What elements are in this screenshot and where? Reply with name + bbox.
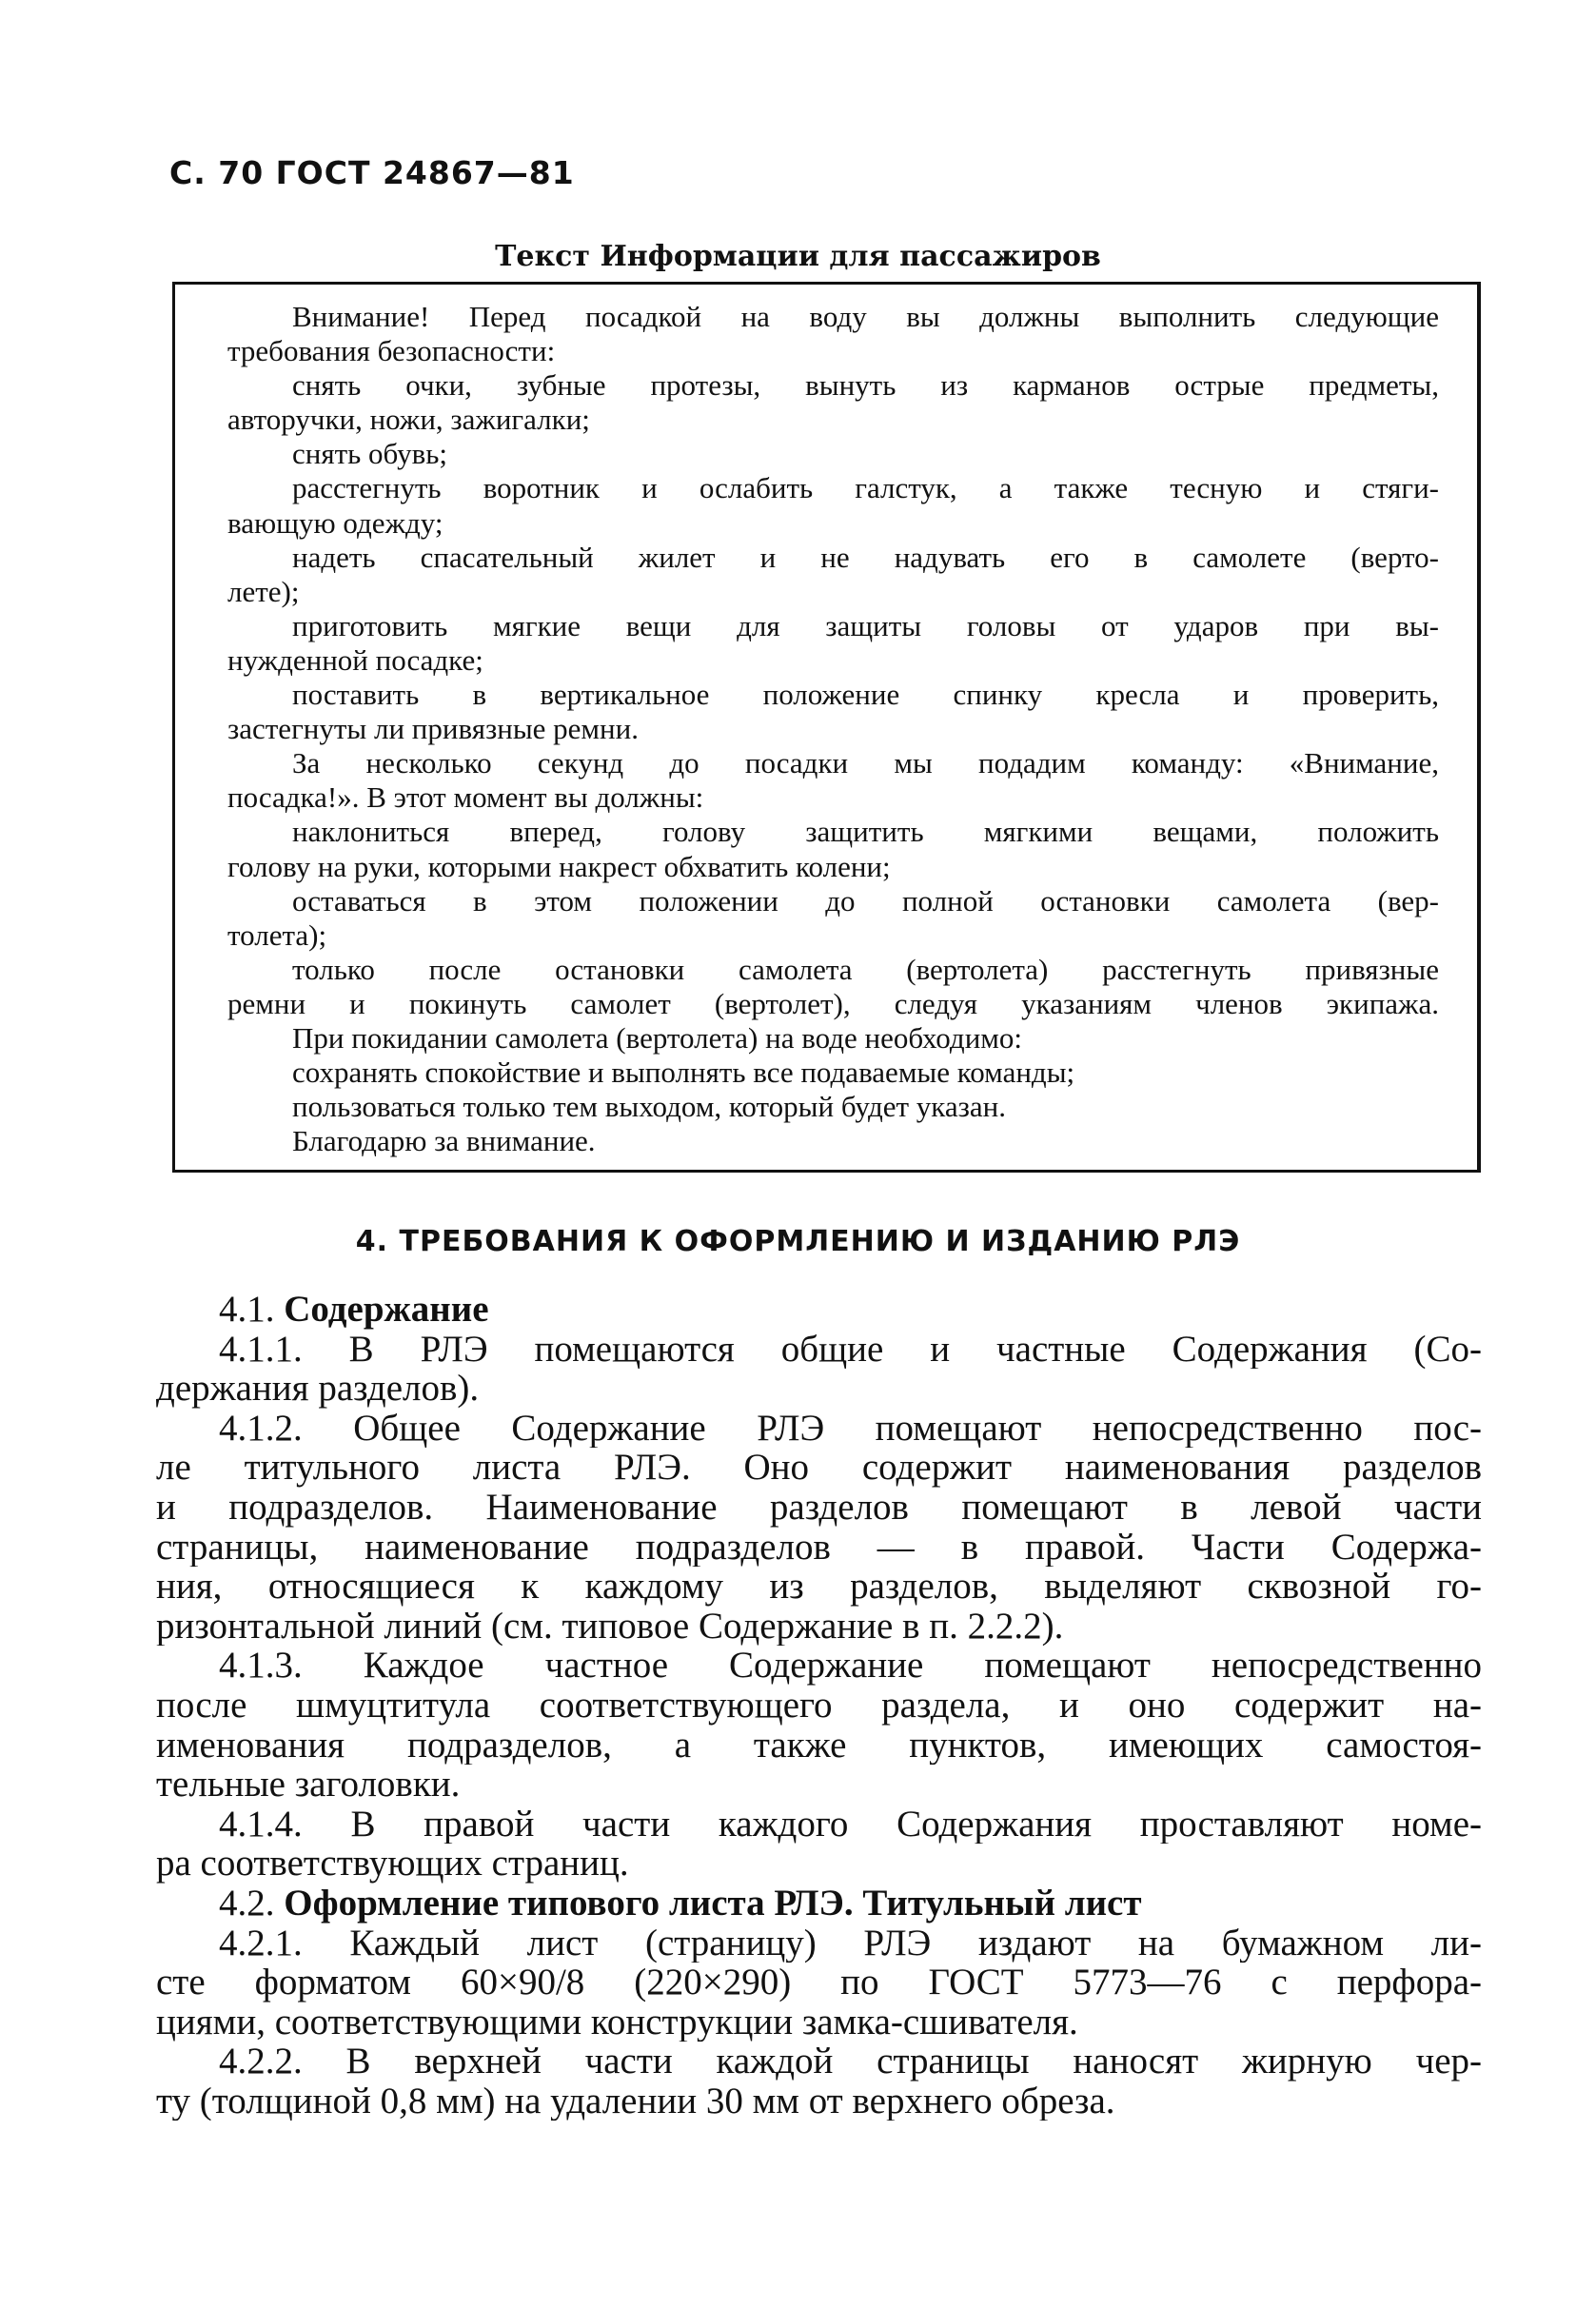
paragraph-line: 4.1.3. Каждое частное Содержание помещают непосредственно — [219, 1646, 1482, 1686]
paragraph-line: ния, относящиеся к каждому из разделов, выделяют сквозной го- — [156, 1567, 1482, 1607]
paragraph-line: ту (толщиной 0,8 мм) на удалении 30 мм от верхнего обреза. — [156, 2081, 1115, 2122]
info-line: расстегнуть воротник и ослабить галстук, а также тесную и стяги- — [292, 471, 1439, 505]
info-line: оставаться в этом положении до полной остановки самолета (вер- — [292, 883, 1439, 918]
info-line: авторучки, ножи, зажигалки; — [227, 403, 590, 437]
paragraph-line: ра соответствующих страниц. — [156, 1844, 629, 1884]
info-line: Внимание! Перед посадкой на воду вы должны выполнить следующие — [292, 300, 1439, 333]
paragraph-line: и подразделов. Наименование разделов помещают в левой части — [156, 1487, 1482, 1528]
paragraph-line: 4.2.2. В верхней части каждой страницы наносят жирную чер- — [219, 2042, 1482, 2082]
info-box-title: Текст Информации для пассажиров — [495, 240, 1101, 273]
info-line: толета); — [227, 918, 327, 952]
paragraph-line: 4.1.2. Общее Содержание РЛЭ помещают непосредственно пос- — [219, 1408, 1482, 1449]
info-line: ремни и покинуть самолет (вертолет), следуя указаниям членов экипажа. — [227, 986, 1439, 1020]
info-line: наклониться вперед, голову защитить мягкими вещами, положить — [292, 815, 1439, 849]
info-line: приготовить мягкие вещи для защиты головы от ударов при вы- — [292, 608, 1439, 642]
section-4-title: 4. ТРЕБОВАНИЯ К ОФОРМЛЕНИЮ И ИЗДАНИЮ РЛЭ — [355, 1225, 1241, 1258]
info-line: При покидании самолета (вертолета) на воде необходимо: — [292, 1020, 1023, 1055]
page-header: С. 70 ГОСТ 24867—81 — [169, 154, 575, 191]
paragraph-line: 4.1.1. В РЛЭ помещаются общие и частные Содержания (Со- — [219, 1329, 1482, 1370]
paragraph-line: 4.1.4. В правой части каждого Содержания проставляют номе- — [219, 1804, 1482, 1845]
paragraph-line: держания разделов). — [156, 1369, 480, 1409]
section-4-body — [156, 1290, 1482, 2121]
subsection-4-2-heading — [156, 1884, 1482, 1924]
info-line: лете); — [227, 574, 300, 608]
paragraph-line: ризонтальной линий (см. типовое Содержание в п. 2.2.2). — [156, 1606, 1064, 1647]
info-line: снять обувь; — [292, 437, 448, 471]
info-line: пользоваться только тем выходом, который будет указан. — [292, 1090, 1006, 1124]
info-line: надеть спасательный жилет и не надувать его в самолете (верто- — [292, 540, 1439, 574]
passenger-info-box — [172, 282, 1481, 1173]
info-line: поставить в вертикальное положение спинку кресла и проверить, — [292, 678, 1439, 712]
info-line: снять очки, зубные протезы, вынуть из карманов острые предметы, — [292, 368, 1439, 403]
paragraph-line: после шмуцтитула соответствующего раздела, и оно содержит на- — [156, 1685, 1482, 1726]
paragraph-line: тельные заголовки. — [156, 1765, 461, 1805]
subsection-title: Оформление типового листа РЛЭ. Титульный лист — [284, 1883, 1142, 1924]
subsection-number: 4.1. — [219, 1290, 275, 1330]
paragraph-line: 4.2.1. Каждый лист (страницу) РЛЭ издают на бумажном ли- — [219, 1923, 1482, 1964]
subsection-4-1-heading — [156, 1290, 1482, 1330]
info-line: Благодарю за внимание. — [292, 1124, 596, 1158]
info-line: За несколько секунд до посадки мы подадим команду: «Внимание, — [292, 746, 1439, 780]
info-line: только после остановки самолета (вертолета) расстегнуть привязные — [292, 952, 1439, 986]
subsection-title: Содержание — [284, 1290, 489, 1330]
paragraph-line: ле титульного листа РЛЭ. Оно содержит наименования разделов — [156, 1448, 1482, 1488]
info-line: вающую одежду; — [227, 505, 443, 540]
paragraph-line: страницы, наименование подразделов — в правой. Части Содержа- — [156, 1527, 1482, 1568]
paragraph-line: именования подразделов, а также пунктов, имеющих самостоя- — [156, 1725, 1482, 1766]
paragraph-line: циями, соответствующими конструкции замка-сшивателя. — [156, 2002, 1078, 2043]
paragraph-line: сте форматом 60×90/8 (220×290) по ГОСТ 5773—76 с перфора- — [156, 1963, 1482, 2003]
info-line: посадка!». В этот момент вы должны: — [227, 780, 704, 815]
info-line: застегнуты ли привязные ремни. — [227, 712, 639, 746]
info-line: требования безопасности: — [227, 334, 556, 368]
info-line: нужденной посадке; — [227, 642, 483, 677]
subsection-number: 4.2. — [219, 1883, 275, 1924]
info-line: сохранять спокойствие и выполнять все подаваемые команды; — [292, 1056, 1075, 1090]
info-line: голову на руки, которыми накрест обхватить колени; — [227, 849, 891, 883]
